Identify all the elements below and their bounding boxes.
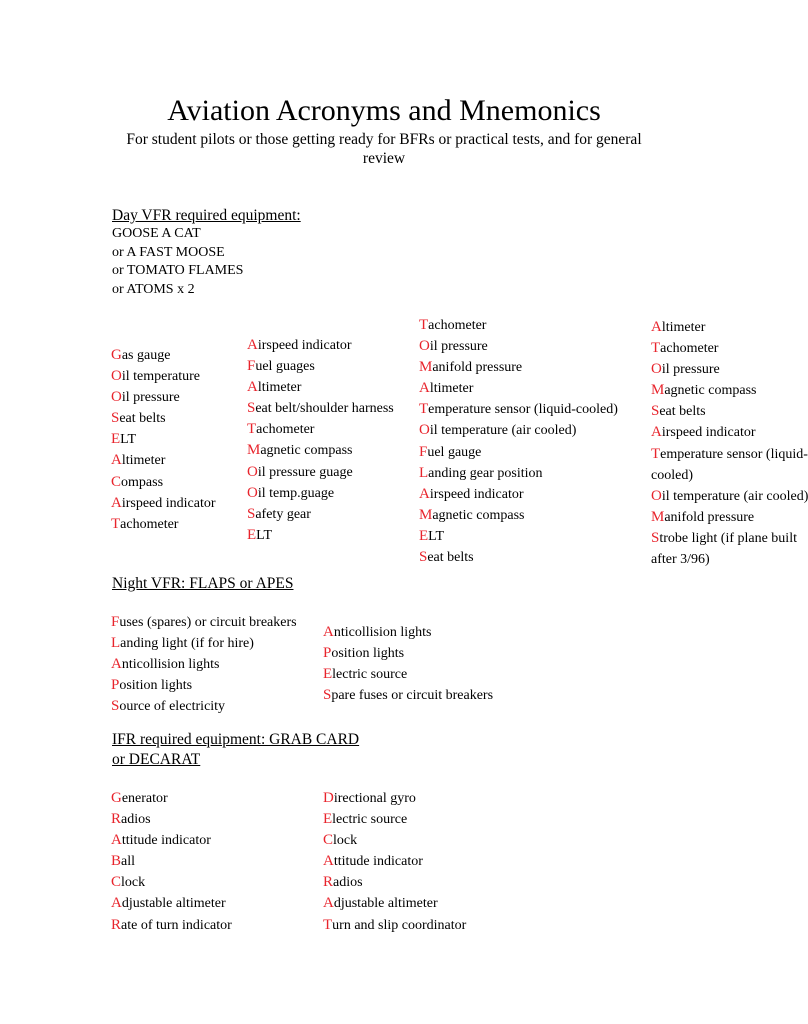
acronym-letter: O <box>651 361 662 378</box>
acronym-word-rest: emperature sensor (liquid- <box>660 446 808 462</box>
acronym-word-rest: irspeed indicator <box>661 425 756 441</box>
acronym-item <box>323 788 466 809</box>
acronym-letter: S <box>111 410 120 427</box>
acronym-word-rest: il temp.guage <box>257 485 335 501</box>
acronym-letter: P <box>323 645 332 662</box>
acronym-word-rest: irspeed indicator <box>121 495 216 511</box>
acronym-item <box>323 851 466 872</box>
acronym-word-rest: osition lights <box>331 646 405 662</box>
acronym-letter: M <box>651 508 665 525</box>
acronym-word-rest: anding gear position <box>428 465 543 481</box>
acronym-word-rest: anifold pressure <box>664 509 755 525</box>
acronym-letter: S <box>323 687 332 704</box>
acronym-item <box>323 664 493 685</box>
acronym-word-rest: urn and slip coordinator <box>332 917 467 933</box>
acronym-letter: M <box>651 382 665 399</box>
acronym-letter: S <box>651 403 660 420</box>
acronym-letter: O <box>111 368 122 385</box>
acronym-letter: A <box>651 319 662 335</box>
acronym-word-rest: ttitude indicator <box>121 833 211 849</box>
acronym-letter: T <box>651 445 661 462</box>
acronym-item <box>247 440 394 461</box>
acronym-word-rest: il pressure <box>121 390 180 406</box>
acronym-letter: C <box>111 874 122 891</box>
acronym-item <box>111 809 232 830</box>
acronym-word-rest: after 3/96) <box>651 552 710 568</box>
acronym-item <box>111 472 216 493</box>
acronym-letter: O <box>247 484 258 501</box>
acronym-letter: A <box>323 853 334 870</box>
acronym-item <box>419 357 618 378</box>
acronym-word-rest: ltimeter <box>661 320 706 335</box>
acronym-letter: T <box>111 515 121 532</box>
acronym-item <box>651 465 808 486</box>
acronym-letter: R <box>111 811 122 828</box>
acronym-item <box>419 420 618 441</box>
acronym-word-rest: uses (spares) or circuit breakers <box>119 615 297 630</box>
acronym-item <box>323 872 466 893</box>
night-vfr-heading: Night VFR: FLAPS or APES <box>112 575 294 592</box>
acronym-word-rest: eat belts <box>427 550 474 566</box>
acronym-word-rest: cooled) <box>651 467 693 483</box>
acronym-letter: P <box>111 677 120 694</box>
acronym-word-rest: eat belts <box>659 404 706 420</box>
acronym-word-rest: anding light (if for hire) <box>120 636 254 652</box>
acronym-word-rest: ompass <box>121 474 164 490</box>
acronym-letter: L <box>419 464 429 481</box>
acronym-word-rest: uel gauge <box>427 444 482 460</box>
acronym-letter: R <box>111 916 122 933</box>
acronym-word-rest: lock <box>333 833 358 849</box>
acronym-letter: O <box>651 487 662 504</box>
decarat-list <box>323 788 466 936</box>
acronym-item <box>651 444 808 465</box>
grab-card-list <box>111 788 232 936</box>
acronym-word-rest: ate of turn indicator <box>121 917 232 933</box>
mnemonic-line: or ATOMS x 2 <box>112 281 195 297</box>
acronym-item <box>651 549 808 570</box>
acronym-letter: G <box>111 347 122 363</box>
acronym-item <box>323 685 493 706</box>
acronym-letter: T <box>247 421 257 438</box>
acronym-letter: E <box>323 811 333 828</box>
acronym-item <box>111 366 216 387</box>
acronym-word-rest: il temperature (air cooled) <box>429 423 577 439</box>
ifr-heading-line2: or DECARAT <box>112 751 201 768</box>
acronym-item <box>111 429 216 450</box>
acronym-item <box>247 398 394 419</box>
acronym-word-rest: djustable altimeter <box>333 896 438 912</box>
acronym-word-rest: uel guages <box>255 359 315 375</box>
mnemonic-line: or A FAST MOOSE <box>112 244 225 260</box>
acronym-item <box>323 643 493 664</box>
acronym-letter: F <box>419 443 428 460</box>
day-vfr-mnemonics <box>112 225 243 299</box>
acronym-word-rest: trobe light (if plane built <box>659 530 797 546</box>
acronym-letter: A <box>419 380 430 397</box>
acronym-item <box>111 872 232 893</box>
acronym-item <box>247 356 394 377</box>
acronym-letter: F <box>247 358 256 375</box>
acronym-word-rest: ltimeter <box>257 380 302 396</box>
acronym-letter: E <box>419 527 429 544</box>
a-fast-moose-list <box>247 335 394 546</box>
acronym-letter: E <box>111 431 121 448</box>
acronym-letter: A <box>111 832 122 849</box>
acronym-word-rest: il temperature <box>121 369 200 385</box>
acronym-word-rest: agnetic compass <box>432 507 525 523</box>
acronym-item <box>651 338 808 359</box>
acronym-letter: A <box>111 494 122 511</box>
ifr-heading-line1: IFR required equipment: GRAB CARD <box>112 731 360 748</box>
acronym-item <box>651 507 808 528</box>
acronym-item <box>111 893 232 914</box>
acronym-item <box>419 378 618 399</box>
acronym-word-rest: il pressure guage <box>257 464 353 480</box>
acronym-letter: D <box>323 790 334 806</box>
acronym-item <box>419 399 618 420</box>
acronym-item <box>651 317 808 338</box>
acronym-item <box>419 315 618 336</box>
acronym-letter: O <box>419 422 430 439</box>
acronym-word-rest: eat belts <box>119 411 166 427</box>
acronym-item <box>419 463 618 484</box>
acronym-letter: A <box>111 452 122 469</box>
acronym-word-rest: lectric source <box>332 667 408 683</box>
acronym-item <box>111 345 216 366</box>
day-vfr-heading: Day VFR required equipment: <box>112 207 301 224</box>
acronym-item <box>111 696 297 717</box>
acronym-letter: A <box>651 424 662 441</box>
acronym-item <box>651 401 808 422</box>
acronym-item <box>247 377 394 398</box>
acronym-letter: G <box>111 790 122 806</box>
acronym-letter: T <box>419 317 429 333</box>
goose-a-cat-list <box>111 345 216 535</box>
acronym-letter: A <box>111 656 122 673</box>
acronym-word-rest: achometer <box>660 341 719 357</box>
acronym-item <box>419 547 618 568</box>
acronym-item <box>247 525 394 546</box>
acronym-item <box>111 675 297 696</box>
acronym-item <box>419 484 618 505</box>
acronym-word-rest: afety gear <box>255 506 311 522</box>
acronym-item <box>651 528 808 549</box>
acronym-item <box>111 387 216 408</box>
mnemonic-line: GOOSE A CAT <box>112 226 201 241</box>
acronym-letter: B <box>111 853 122 870</box>
acronym-word-rest: irspeed indicator <box>257 338 352 353</box>
acronym-letter: M <box>247 442 261 459</box>
acronym-item <box>419 505 618 526</box>
acronym-letter: T <box>419 401 429 418</box>
acronym-item <box>323 830 466 851</box>
mnemonic-line: or TOMATO FLAMES <box>112 263 244 278</box>
acronym-word-rest: all <box>121 854 136 870</box>
acronym-word-rest: LT <box>120 432 136 448</box>
acronym-word-rest: achometer <box>120 516 179 532</box>
acronym-item <box>651 359 808 380</box>
acronym-word-rest: ource of electricity <box>119 699 226 715</box>
acronym-item <box>111 633 297 654</box>
acronym-item <box>247 419 394 440</box>
acronym-word-rest: enerator <box>121 791 168 806</box>
acronym-item <box>419 336 618 357</box>
acronym-letter: M <box>419 506 433 523</box>
acronym-item <box>247 335 394 356</box>
acronym-word-rest: pare fuses or circuit breakers <box>331 688 494 704</box>
acronym-item <box>111 851 232 872</box>
acronym-letter: A <box>111 895 122 912</box>
acronym-letter: M <box>419 359 433 376</box>
acronym-word-rest: anifold pressure <box>432 360 523 376</box>
acronym-word-rest: irectional gyro <box>333 791 416 806</box>
acronym-word-rest: lectric source <box>332 812 408 828</box>
acronym-letter: E <box>247 526 257 543</box>
acronym-word-rest: il pressure <box>661 362 720 378</box>
acronym-letter: R <box>323 874 334 891</box>
acronym-letter: T <box>651 340 661 357</box>
acronym-item <box>247 462 394 483</box>
apes-list <box>323 622 493 706</box>
acronym-item <box>111 493 216 514</box>
acronym-item <box>323 809 466 830</box>
acronym-letter: C <box>323 832 334 849</box>
acronym-word-rest: lock <box>121 875 146 891</box>
acronym-word-rest: as gauge <box>121 348 171 363</box>
acronym-item <box>419 442 618 463</box>
acronym-word-rest: agnetic compass <box>260 443 353 459</box>
acronym-letter: S <box>111 698 120 715</box>
acronym-item <box>111 915 232 936</box>
acronym-item <box>111 612 297 633</box>
page-title: Aviation Acronyms and Mnemonics <box>167 94 601 127</box>
acronym-word-rest: achometer <box>428 318 487 333</box>
acronym-letter: S <box>247 400 256 417</box>
acronym-word-rest: LT <box>428 528 444 544</box>
acronym-word-rest: nticollision lights <box>121 657 220 673</box>
acronym-letter: A <box>419 485 430 502</box>
acronym-word-rest: nticollision lights <box>333 625 432 640</box>
acronym-item <box>111 830 232 851</box>
acronym-word-rest: eat belt/shoulder harness <box>255 401 394 417</box>
acronym-word-rest: LT <box>256 527 272 543</box>
acronym-word-rest: djustable altimeter <box>121 896 226 912</box>
acronym-letter: S <box>247 505 256 522</box>
acronym-item <box>323 893 466 914</box>
acronym-item <box>111 514 216 535</box>
acronym-letter: O <box>419 338 430 355</box>
acronym-word-rest: adios <box>121 812 151 828</box>
acronym-letter: T <box>323 916 333 933</box>
acronym-word-rest: irspeed indicator <box>429 486 524 502</box>
acronym-letter: A <box>323 895 334 912</box>
acronym-item <box>651 380 808 401</box>
acronym-item <box>651 422 808 443</box>
acronym-item <box>247 504 394 525</box>
acronym-item <box>323 915 466 936</box>
acronym-word-rest: adios <box>333 875 363 891</box>
acronym-letter: A <box>247 379 258 396</box>
page-subtitle: For student pilots or those getting ready for BFRs or practical tests, and for general review <box>126 131 642 167</box>
acronym-letter: O <box>247 463 258 480</box>
acronym-word-rest: achometer <box>256 422 315 438</box>
acronym-item <box>247 483 394 504</box>
acronym-word-rest: agnetic compass <box>664 383 757 399</box>
acronym-item <box>323 622 493 643</box>
acronym-word-rest: osition lights <box>119 678 193 694</box>
atoms-x2-list <box>651 317 808 570</box>
acronym-item <box>651 486 808 507</box>
acronym-letter: O <box>111 389 122 406</box>
acronym-item <box>111 408 216 429</box>
acronym-letter: F <box>111 614 120 630</box>
acronym-letter: S <box>651 529 660 546</box>
acronym-word-rest: ltimeter <box>429 381 474 397</box>
acronym-word-rest: ltimeter <box>121 453 166 469</box>
acronym-letter: E <box>323 666 333 683</box>
acronym-item <box>111 450 216 471</box>
tomato-flames-list <box>419 315 618 568</box>
acronym-letter: S <box>419 549 428 566</box>
acronym-letter: C <box>111 473 122 490</box>
acronym-item <box>111 654 297 675</box>
acronym-letter: A <box>323 624 334 640</box>
acronym-word-rest: emperature sensor (liquid-cooled) <box>428 402 618 418</box>
acronym-letter: A <box>247 337 258 353</box>
acronym-letter: L <box>111 635 121 652</box>
acronym-word-rest: il pressure <box>429 339 488 355</box>
acronym-word-rest: ttitude indicator <box>333 854 423 870</box>
acronym-item <box>419 526 618 547</box>
acronym-item <box>111 788 232 809</box>
flaps-list <box>111 612 297 717</box>
acronym-word-rest: il temperature (air cooled) <box>661 488 808 504</box>
